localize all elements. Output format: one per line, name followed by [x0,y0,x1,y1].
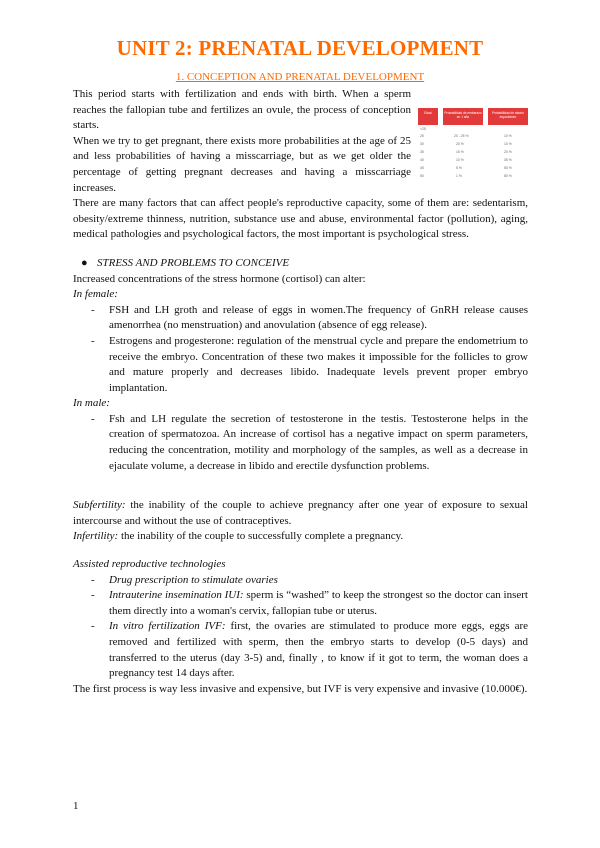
list-item: - Estrogens and progesterone: regulation of the menstrual cycle and prepare the endometrium to receive the embryo. Concentration of these two makes it impossible for the follicles to grow and mature properly and decreases libido. Inadequate levels prevent proper embryo implantation. [91,334,528,394]
list-item: - Drug prescription to stimulate ovaries [91,573,278,586]
table-row: 35 15 % 20 % [420,150,512,154]
stress-heading: ● STRESS AND PROBLEMS TO CONCEIVE [73,256,528,272]
male-list [73,412,528,474]
table-row: 40 10 % 35 % [420,158,512,162]
section-heading: 1. CONCEPTION AND PRENATAL DEVELOPMENT [175,71,425,83]
list-item: - Intrauterine insemination IUI: sperm is “washed” to keep the strongest so the doctor can insert them directly into a woman's cervix, fallopian tube or uterus. [91,589,528,617]
female-list [73,303,528,397]
art-list [73,573,528,682]
list-item: - Fsh and LH regulate the secretion of testosterone in the testis. Testosterone helps in the creation of spermatozoa. An increase of cortisol has a negative impact on sperm parameters, reducing the concentration, motility and morphology of the samples, as well as a decrease in ejaculate volume, a decrease in libido and erectile dysfunction problems. [91,412,528,472]
female-label: In female: [73,288,118,301]
factors-paragraph: There are many factors that can affect people's reproductive capacity, some of them are: sedentarism, obesity/extreme thinness, nutrition, substance use and abuse, environmental factor (pollution), aging, medical pathologies and psychological factors, the most important is psychological stress. [73,197,528,241]
table-header-age: Edad [418,108,438,125]
table-row: 25 20 - 25 % 10 % [420,134,512,138]
table-row: <25 [420,127,426,131]
intro-paragraph: When we try to get pregnant, there exists more probabilities at the age of 25 and less probabilities of having a misscarriage, but as we get older the percentage of getting pregnant decreases and having a misscarriage increases. [73,134,411,194]
intro-paragraph: This period starts with fertilization and ends with birth. When a sperm reaches the fallopian tube and fertilizes an ovule, the process of conception starts. [73,88,411,132]
table-row: 50 1 % 80 % [420,174,512,178]
document-body [73,87,528,697]
list-item: - FSH and LH groth and release of eggs in women.The frequency of GnRH release causes amenorrhea (no menstruation) and anovulation (absence of egg release). [91,303,528,332]
table-row: 45 5 % 50 % [420,166,512,170]
table-header-miscarriage: Probabilidad de aborto espontáneo [488,108,528,125]
stress-intro: Increased concentrations of the stress hormone (cortisol) can alter: [73,272,366,285]
subfertility-definition: Subfertility: the inability of the couple to achieve pregnancy after one year of exposure to sexual intercourse and without the use of contraceptives. [73,499,528,527]
infertility-definition: Infertility: the inability of the couple to successfully complete a pregnancy. [73,530,404,543]
closing-paragraph: The first process is way less invasive and expensive, but IVF is very expensive and invasive (10.000€). [73,682,528,695]
table-header-pregnancy: Probabilidad de embarazo en 1 año [443,108,483,125]
list-item: - In vitro fertilization IVF: first, the ovaries are stimulated to produce more eggs, eggs are removed and fertilized with sperm, then the embryo starts to develop (0-5 days) and transferred to the uterus (day 3-5) and, finally , to know if it got to term, the woman does a pregnancy test 14 days after. [91,620,528,680]
bullet-icon: ● [81,256,88,269]
table-row: 30 20 % 10 % [420,142,512,146]
page-number: 1 [73,800,79,812]
page-title: UNIT 2: PRENATAL DEVELOPMENT [116,36,484,60]
art-heading: Assisted reproductive technologies [73,558,226,571]
male-label: In male: [73,397,110,410]
